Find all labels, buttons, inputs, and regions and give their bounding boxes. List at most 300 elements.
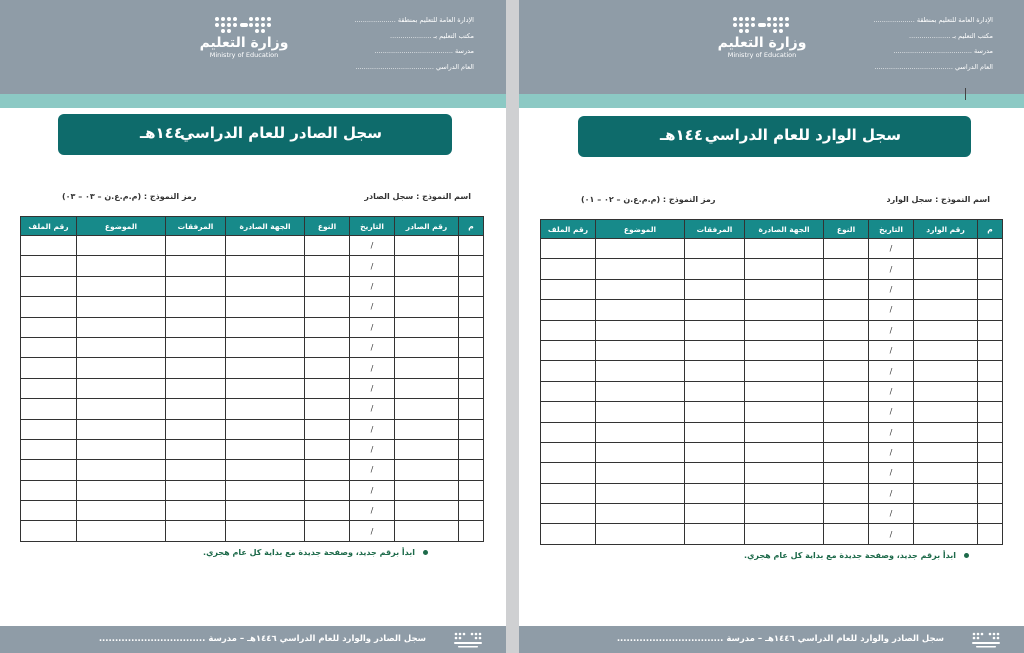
table-cell[interactable] [395,276,459,296]
table-cell[interactable] [914,259,978,279]
table-cell[interactable] [77,480,166,500]
table-cell[interactable] [226,399,305,419]
table-cell[interactable] [226,460,305,480]
instruction-note [744,551,969,560]
table-cell[interactable]: / [350,399,395,419]
table-cell[interactable] [978,422,1003,442]
table-cell[interactable] [305,378,350,398]
table-cell[interactable] [305,297,350,317]
table-cell[interactable] [395,358,459,378]
table-cell[interactable] [226,378,305,398]
table-cell[interactable] [685,239,745,259]
table-cell[interactable] [596,483,685,503]
table-cell[interactable] [745,320,824,340]
table-cell[interactable]: / [350,460,395,480]
table-cell[interactable] [596,504,685,524]
table-cell[interactable] [596,279,685,299]
table-cell[interactable] [166,521,226,541]
table-cell[interactable] [21,521,77,541]
column-header: رقم الملف [541,220,596,239]
table-cell[interactable] [166,439,226,459]
table-header-row [541,220,1003,239]
table-cell[interactable] [596,361,685,381]
table-cell[interactable] [305,337,350,357]
table-cell[interactable] [305,256,350,276]
ministry-logo [714,14,810,76]
table-cell[interactable] [166,358,226,378]
table-cell[interactable] [459,501,484,521]
table-cell[interactable] [395,337,459,357]
table-cell[interactable] [77,317,166,337]
table-cell[interactable] [77,399,166,419]
table-cell[interactable] [685,320,745,340]
table-cell[interactable] [459,358,484,378]
logo-english-text: Ministry of Education [209,51,279,59]
table-cell[interactable] [459,521,484,541]
table-cell[interactable] [21,276,77,296]
table-row [541,504,1003,524]
table-cell[interactable] [685,259,745,279]
table-cell[interactable] [541,524,596,544]
table-cell[interactable] [541,300,596,320]
table-cell[interactable] [226,358,305,378]
table-cell[interactable] [745,259,824,279]
column-header: م [978,220,1003,239]
table-row [21,399,484,419]
table-cell[interactable] [978,463,1003,483]
table-cell[interactable] [77,439,166,459]
table-cell[interactable] [77,378,166,398]
table-cell[interactable] [596,402,685,422]
table-row [541,320,1003,340]
table-cell[interactable] [77,337,166,357]
table-cell[interactable] [978,239,1003,259]
table-cell[interactable] [824,279,869,299]
header-stripe [0,94,506,108]
table-cell[interactable] [745,381,824,401]
table-cell[interactable]: / [350,439,395,459]
column-header: النوع [824,220,869,239]
table-cell[interactable] [685,402,745,422]
school-line: مدرسة ...................................... [893,47,993,55]
table-cell[interactable]: / [350,236,395,256]
table-cell[interactable] [459,297,484,317]
table-cell[interactable] [596,524,685,544]
table-cell[interactable] [459,419,484,439]
table-cell[interactable]: / [350,256,395,276]
table-cell[interactable] [824,239,869,259]
table-cell[interactable] [305,317,350,337]
directorate-line: الإدارة العامة للتعليم بمنطقة .................... [873,16,993,24]
table-cell[interactable] [685,279,745,299]
table-cell[interactable] [914,504,978,524]
table-cell[interactable] [305,501,350,521]
table-cell[interactable] [21,256,77,276]
column-header: م [459,217,484,236]
table-cell[interactable] [226,337,305,357]
table-cell[interactable] [395,399,459,419]
table-cell[interactable] [914,361,978,381]
table-cell[interactable]: / [869,361,914,381]
table-cell[interactable] [77,419,166,439]
table-row [21,297,484,317]
table-row [21,317,484,337]
table-cell[interactable] [596,422,685,442]
table-cell[interactable] [541,442,596,462]
table-cell[interactable] [596,300,685,320]
table-cell[interactable] [978,483,1003,503]
table-cell[interactable] [685,361,745,381]
table-cell[interactable] [21,297,77,317]
table-cell[interactable]: / [869,300,914,320]
table-cell[interactable] [541,402,596,422]
table-cell[interactable] [305,399,350,419]
table-cell[interactable]: / [869,239,914,259]
table-cell[interactable] [978,300,1003,320]
table-cell[interactable] [745,361,824,381]
table-cell[interactable] [596,340,685,360]
table-cell[interactable] [77,521,166,541]
table-cell[interactable] [914,279,978,299]
table-cell[interactable] [226,317,305,337]
table-cell[interactable] [978,504,1003,524]
table-cell[interactable] [596,320,685,340]
table-cell[interactable] [978,259,1003,279]
table-cell[interactable]: / [869,524,914,544]
table-cell[interactable] [395,256,459,276]
table-cell[interactable] [21,358,77,378]
table-cell[interactable] [596,442,685,462]
table-cell[interactable]: / [869,381,914,401]
table-cell[interactable] [914,524,978,544]
table-cell[interactable] [978,279,1003,299]
table-cell[interactable] [21,317,77,337]
table-cell[interactable] [824,463,869,483]
table-cell[interactable] [226,480,305,500]
table-cell[interactable] [596,463,685,483]
table-cell[interactable] [226,501,305,521]
table-cell[interactable] [305,358,350,378]
column-header: المرفقات [166,217,226,236]
table-cell[interactable] [596,381,685,401]
table-cell[interactable] [166,276,226,296]
year-line: العام الدراسي ...................................... [874,62,993,71]
table-cell[interactable] [166,460,226,480]
table-cell[interactable] [226,521,305,541]
footer-ministry-logo-icon [450,630,486,650]
column-header: الموضوع [596,220,685,239]
table-cell[interactable] [824,361,869,381]
form-name: اسم النموذج : سجل الصادر [364,192,471,201]
table-cell[interactable] [226,256,305,276]
table-row [541,483,1003,503]
table-cell[interactable] [745,279,824,299]
table-cell[interactable] [459,236,484,256]
table-cell[interactable] [166,297,226,317]
table-cell[interactable] [541,463,596,483]
table-cell[interactable] [395,378,459,398]
table-cell[interactable] [21,460,77,480]
table-row [21,337,484,357]
table-cell[interactable]: / [869,442,914,462]
table-cell[interactable] [305,521,350,541]
table-cell[interactable] [21,501,77,521]
column-header: رقم الصادر [395,217,459,236]
table-cell[interactable] [459,378,484,398]
table-row [21,256,484,276]
table-cell[interactable] [166,337,226,357]
column-header: الموضوع [77,217,166,236]
table-cell[interactable] [685,483,745,503]
column-header: الجهة الصادرة [226,217,305,236]
table-cell[interactable] [541,381,596,401]
table-cell[interactable] [824,422,869,442]
office-line: مكتب التعليم بـ .................... [390,31,474,40]
table-cell[interactable]: / [350,337,395,357]
table-cell[interactable] [459,460,484,480]
table-cell[interactable] [395,297,459,317]
header-info [334,13,474,75]
table-cell[interactable] [77,256,166,276]
table-cell[interactable] [745,239,824,259]
table-cell[interactable]: / [869,259,914,279]
table-cell[interactable]: / [350,297,395,317]
table-cell[interactable] [395,480,459,500]
table-cell[interactable]: / [350,480,395,500]
table-cell[interactable] [745,483,824,503]
table-row [541,361,1003,381]
table-cell[interactable] [745,340,824,360]
register-year: ١٤٤هـ [140,124,183,142]
table-cell[interactable] [305,419,350,439]
table-cell[interactable]: / [869,340,914,360]
table-cell[interactable] [541,259,596,279]
table-row [21,419,484,439]
table-cell[interactable] [745,402,824,422]
table-cell[interactable] [914,463,978,483]
table-cell[interactable] [978,381,1003,401]
table-cell[interactable] [541,239,596,259]
table-cell[interactable] [978,524,1003,544]
table-cell[interactable] [305,276,350,296]
table-cell[interactable]: / [869,279,914,299]
table-cell[interactable] [978,340,1003,360]
table-cell[interactable] [745,422,824,442]
table-cell[interactable] [77,501,166,521]
table-cell[interactable] [824,320,869,340]
table-cell[interactable] [77,358,166,378]
ministry-logo [196,14,292,76]
table-cell[interactable] [21,439,77,459]
table-cell[interactable] [685,504,745,524]
table-cell[interactable]: / [350,358,395,378]
table-cell[interactable] [685,442,745,462]
table-cell[interactable] [395,501,459,521]
table-cell[interactable] [824,524,869,544]
table-cell[interactable] [166,399,226,419]
table-cell[interactable] [745,504,824,524]
table-cell[interactable] [226,236,305,256]
table-cell[interactable]: / [869,422,914,442]
table-cell[interactable] [914,422,978,442]
table-cell[interactable] [978,442,1003,462]
table-cell[interactable]: / [350,276,395,296]
table-cell[interactable] [305,439,350,459]
table-cell[interactable] [166,501,226,521]
table-cell[interactable] [685,300,745,320]
table-cell[interactable] [685,381,745,401]
table-cell[interactable] [166,378,226,398]
table-cell[interactable] [459,317,484,337]
page-incoming-register [519,0,1024,653]
table-cell[interactable] [305,236,350,256]
table-cell[interactable] [21,480,77,500]
table-row [541,259,1003,279]
table-cell[interactable] [978,361,1003,381]
table-cell[interactable] [978,320,1003,340]
table-cell[interactable]: / [869,504,914,524]
table-cell[interactable]: / [869,402,914,422]
table-header-row [21,217,484,236]
table-cell[interactable]: / [350,419,395,439]
instruction-note [203,548,428,557]
table-cell[interactable] [166,419,226,439]
table-cell[interactable] [459,256,484,276]
table-cell[interactable] [914,442,978,462]
table-cell[interactable] [596,259,685,279]
table-cell[interactable] [914,402,978,422]
table-cell[interactable] [824,483,869,503]
table-cell[interactable] [914,320,978,340]
table-cell[interactable] [305,460,350,480]
table-cell[interactable] [226,297,305,317]
ministry-logo-mark-icon [731,14,793,34]
table-row [541,279,1003,299]
table-cell[interactable] [21,236,77,256]
table-cell[interactable] [541,361,596,381]
table-cell[interactable] [305,480,350,500]
logo-arabic-text: وزارة التعليم [199,35,289,51]
table-cell[interactable] [745,442,824,462]
table-cell[interactable] [685,524,745,544]
table-cell[interactable] [77,460,166,480]
table-cell[interactable] [914,300,978,320]
table-cell[interactable] [914,381,978,401]
table-cell[interactable] [914,483,978,503]
table-row [541,442,1003,462]
table-cell[interactable] [914,239,978,259]
table-cell[interactable] [685,422,745,442]
table-cell[interactable] [685,340,745,360]
table-cell[interactable] [596,239,685,259]
table-row [21,378,484,398]
bullet-icon [423,550,428,555]
table-cell[interactable] [166,236,226,256]
table-cell[interactable] [459,399,484,419]
table-cell[interactable] [459,439,484,459]
table-cell[interactable] [824,504,869,524]
table-cell[interactable]: / [350,317,395,337]
table-cell[interactable] [21,399,77,419]
table-cell[interactable] [395,236,459,256]
table-cell[interactable]: / [350,521,395,541]
table-cell[interactable]: / [869,463,914,483]
table-cell[interactable] [21,378,77,398]
table-cell[interactable]: / [869,483,914,503]
table-cell[interactable] [226,276,305,296]
logo-english-text: Ministry of Education [727,51,797,59]
table-cell[interactable] [226,439,305,459]
table-cell[interactable]: / [350,378,395,398]
note-text: ابدأ برقم جديد، وصفحة جديدة مع بداية كل عام هجري. [203,548,415,557]
table-cell[interactable] [77,276,166,296]
table-cell[interactable] [395,460,459,480]
table-cell[interactable] [824,340,869,360]
table-cell[interactable] [166,317,226,337]
table-cell[interactable] [685,463,745,483]
column-header: المرفقات [685,220,745,239]
table-cell[interactable] [395,419,459,439]
table-cell[interactable] [541,340,596,360]
register-title: سجل الصادر للعام الدراسي [179,124,382,142]
table-cell[interactable] [166,480,226,500]
table-cell[interactable] [745,300,824,320]
table-cell[interactable] [824,402,869,422]
table-cell[interactable] [541,483,596,503]
table-cell[interactable] [541,422,596,442]
school-line: مدرسة ...................................... [374,47,474,55]
table-row [541,524,1003,544]
table-cell[interactable] [745,463,824,483]
header-band [0,0,506,94]
table-cell[interactable] [541,504,596,524]
table-cell[interactable] [824,259,869,279]
table-cell[interactable] [459,276,484,296]
footer-band [519,626,1024,653]
table-row [541,402,1003,422]
column-header: التاريخ [350,217,395,236]
year-line: العام الدراسي ...................................... [355,62,474,71]
logo-arabic-text: وزارة التعليم [717,35,807,51]
table-row [541,239,1003,259]
table-row [541,422,1003,442]
table-cell[interactable] [459,480,484,500]
footer-text: سجل الصادر والوارد للعام الدراسي ١٤٤٦هـ – مدرسة ................................. [616,634,944,644]
table-cell[interactable]: / [350,501,395,521]
table-cell[interactable] [21,337,77,357]
table-cell[interactable] [541,279,596,299]
table-cell[interactable] [395,439,459,459]
table-cell[interactable] [745,524,824,544]
table-cell[interactable] [824,381,869,401]
table-cell[interactable] [395,521,459,541]
table-cell[interactable] [541,320,596,340]
table-cell[interactable] [77,236,166,256]
table-cell[interactable] [77,297,166,317]
table-cell[interactable] [914,340,978,360]
office-line: مكتب التعليم بـ .................... [909,31,993,40]
table-cell[interactable] [824,442,869,462]
table-row [541,463,1003,483]
table-cell[interactable] [459,337,484,357]
table-cell[interactable] [978,402,1003,422]
table-cell[interactable] [226,419,305,439]
table-cell[interactable]: / [869,320,914,340]
table-cell[interactable] [21,419,77,439]
table-cell[interactable] [824,300,869,320]
table-cell[interactable] [395,317,459,337]
table-cell[interactable] [166,256,226,276]
